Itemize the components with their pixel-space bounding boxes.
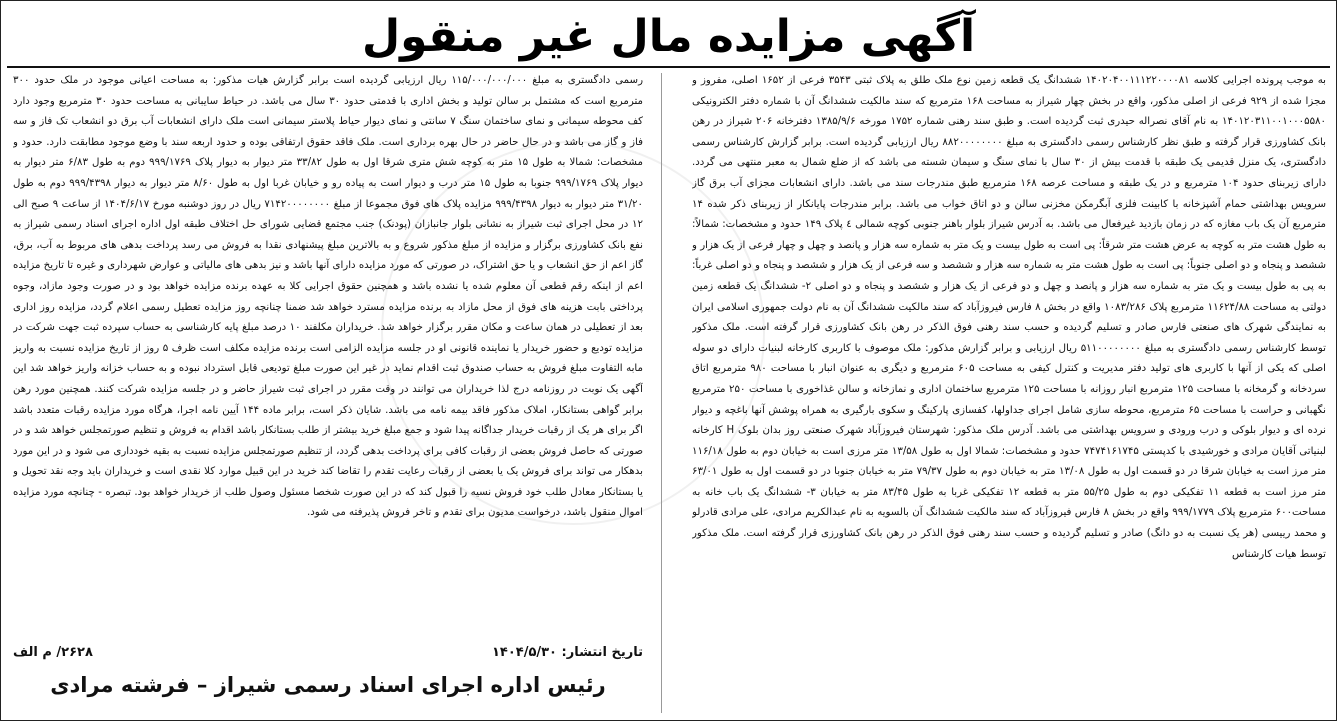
notice-footer xyxy=(13,641,643,721)
publish-date: تاریخ انتشار: ۱۴۰۴/۵/۳۰ xyxy=(491,644,643,660)
signature-line: رئیس اداره اجرای اسناد رسمی شیراز – فرشته مرادی xyxy=(50,673,606,697)
notice-text-left-column: رسمی دادگستری به مبلغ ۱۱۵/۰۰۰/۰۰۰/۰۰۰ ریال ارزیابی گردیده است برابر گزارش هیات مذکور: به مساحت اعیانی موجود در ملک حدود ۳۰۰ مترمربع است که مشتمل بر سالن تولید و بخش اداری با قدمتی حدود ۳۰ سال می باشد. در حیاط سایبانی به مساحت حدود ۳۰ مترمربع وجود دارد کف محوطه سیمانی و نمای ساختمان سنگ ۷ سانتی و نمای دیوار حیاط پلاستر سیمانی است ملک دارای انشعابات آب برق دو انشعاب تک فاز و سه فاز و گاز می باشد و در حال حاضر در حال بهره برداری است. ملک فاقد حقوق ارتفاقی بوده و حدود اربعه سند با وضع موجود مطابقت دارد. حدود و مشخصات: شمالا به طول ۱۵ متر به کوچه شش متری شرقا اول به طول ۳۳/۸۲ متر دیوار به دیوار پلاک ۹۹۹/۱۷۶۹ دوم به طول ۶/۸۳ متر دیوار به دیوار پلاک ۹۹۹/۱۷۶۹ جنوبا به طول ۱۵ متر درب و دیوار است به پیاده رو و خیابان غربا اول به طول ۸/۶۰ متر دیوار به دیوار ۹۹۹/۴۳۹۸ دوم به طول ۳۱/۲۰ متر دیوار به دیوار ۹۹۹/۴۳۹۸ مزایده پلاک های فوق مجموعا از مبلغ ۷۱۴۲۰۰۰۰۰۰۰۰ ریال در روز دوشنبه مورخ ۱۴۰۴/۶/۱۷ از ساعت ۹ صبح الی ۱۲ در محل اجرای ثبت شیراز به نشانی بلوار جانبازان (پودنک) جنب مجتمع قضایی شورای حل اختلاف طبقه اول اداره اجرای اسناد رسمی شیراز به نفع بانک کشاورزی برگزار و مزایده از مبلغ مذکور شروع و به بالاترین مبلغ پیشنهادی نقدا به فروش می رسد پرداخت بدهی های مربوط به آب، برق، گاز اعم از حق انشعاب و یا حق اشتراک، در صورتی که مورد مزایده دارای آنها باشد و نیز بدهی های مالیاتی و عوارض شهرداری و غیره تا تاریخ مزایده اعم از اینکه رقم قطعی آن معلوم شده یا نشده باشد و همچنین حقوق اجرایی کلا به عهده برنده مزایده خواهد بود و در صورت وجود مازاد، وجوه پرداختی بابت هزینه های فوق از محل مازاد به برنده مزایده مسترد خواهد شد ضمنا چنانچه روز مزایده تعطیل رسمی اعلام گردد، مزایده روز اداری بعد از تعطیلی در همان ساعت و مکان مقرر برگزار خواهد شد. خریداران مکلفند ۱۰ درصد مبلغ پایه کارشناسی به حساب سپرده ثبت جهت شرکت در مزایده تودیع و حضور خریدار یا نماینده قانونی او در جلسه مزایده الزامی است برنده مزایده مکلف است ظرف ۵ روز از تاریخ مزایده نسبت به واریز مابه التفاوت مبلغ فروش به حساب صندوق ثبت اقدام نماید در غیر این صورت مبلغ تودیعی قابل استرداد نبوده و به حساب خزانه واریز خواهد شد این آگهی یک نوبت در روزنامه درج لذا خریداران می توانند در وقت مقرر در اجرای ثبت شیراز حاضر و در جلسه مزایده شرکت کنند. همچنین مورد رهن برابر گواهی بستانکار، املاک مذکور فاقد بیمه نامه می باشد. شایان ذکر است، برابر ماده ۱۴۴ آیین نامه اجرا، هرگاه مورد مزایده رقبات متعدد باشد اگر برای هر یک از رقبات خریدار جداگانه پیدا شود و جمع مبلغ خرید بیشتر از طلب بستانکار باشد اقدام به فروش و تنظیم صورتمجلس خواهد شد و در صورتی که حاصل فروش بعضی از رقبات کافی برای پرداخت بدهی گردد، از تنظیم صورتمجلس مزایده نسبت به بقیه خودداری می شود و در این مورد بدهکار می تواند برای فروش یک یا بعضی از رقبات رعایت تقدم را تقاضا کند خرید در این قبیل موارد کلا نقدی است و خریداران باید وجه نقد تحویل و یا بستانکار معادل طلب خود فروش نسیه را قبول کند که در این صورت شخصا مسئول وصول طلب از خریدار خواهد بود. تبصره - چنانچه مورد مزایده اموال منقول باشد، درخواست مدیون برای تقدم و تاخر فروش پذیرفته می شود. xyxy=(13,75,643,519)
footer-meta-row xyxy=(13,641,643,663)
column-divider xyxy=(661,73,662,713)
notice-text-right-column: به موجب پرونده اجرایی کلاسه ۱۴۰۲۰۴۰۰۱۱۱۲۲۰۰۰۰۸۱ ششدانگ یک قطعه زمین نوع ملک طلق به پلاک ثبتی ۳۵۴۳ فرعی از ۱۶۵۲ اصلی، مفروز و مجزا شده از ۹۲۹ فرعی از اصلی مذکور، واقع در بخش چهار شیراز به مساحت ۱۶۸ مترمربع که سند مالکیت ششدانگ آن با شماره دفتر الکترونیکی ۱۴۰۱۲۰۳۱۱۰۰۱۰۰۰۵۵۸۰ به نام آقای نصراله حیدری ثبت گردیده است. و طبق سند رهنی شماره ۱۷۵۲ مورخه ۱۳۸۵/۹/۶ دفترخانه ۲۰۶ شیراز در رهن بانک کشاورزی قرار گرفته و طبق نظر کارشناس رسمی دادگستری به مبلغ ۸۸۲۰۰۰۰۰۰۰۰ ریال ارزیابی گردیده است. برابر گزارش کارشناس رسمی دادگستری، یک منزل قدیمی یک طبقه با قدمت بیش از ۳۰ سال با نمای سنگ و سیمان شسته می باشد که از ضلع شمال به معبر منتهی می گردد. دارای زیربنای حدود ۱۰۴ مترمربع و در یک طبقه و مساحت عرصه ۱۶۸ مترمربع طبق مندرجات سند می باشد. دارای انشعابات مجزای آب برق گاز سرویس بهداشتی حمام آشپزخانه با کابینت فلزی آبگرمکن مخزنی سالن و دو اتاق خواب می باشد. برابر مندرجات پایانکار از زیربنای ذکر شده ۱۴ مترمربع آن یک باب مغازه که در زمان بازدید غیرفعال می باشد. به آدرس شیراز بلوار باهنر جنوبی کوچه شمالی ٤ پلاک ۱۴۹ حدود و مشخصات: شمالاً: به طول هشت متر به کوچه به عرض هشت متر شرقاً: پی است به طول بیست و یک متر به شماره سه هزار و پانصد و چهل و چهار فرعی از یک هزار و ششصد و پنجاه و دو اصلی جنوباً: پی است به طول هشت متر به شماره سه هزار و ششصد و سه فرعی از یک هزار و ششصد و پنجاه و دو اصلی غرباً: به پی به طول بیست و یک متر به شماره سه هزار و پانصد و چهل و دو فرعی از یک هزار و ششصد و پنجاه و دو اصلی ۲- ششدانگ یک قطعه زمین دولتی به مساحت ۱۱۶۲۴/۸۸ مترمربع پلاک ۱۰۸۳/۲۸۶ واقع در بخش ۸ فارس فیروزآباد که سند مالکیت ششدانگ آن به نام دولت جمهوری اسلامی ایران به نمایندگی شهرک های صنعتی فارس صادر و تسلیم گردیده و حسب سند رهنی فوق الذکر در رهن بانک کشاورزی قرار گرفته است. ملک مذکور توسط کارشناس رسمی دادگستری به مبلغ ۵۱۱۰۰۰۰۰۰۰۰ ریال ارزیابی و برابر گزارش مذکور: ملک موصوف با کاربری کارخانه لبنیات دارای دو سوله اصلی که یکی از آنها با کاربری های تولید دفتر مدیریت و کنترل کیفی به مساحت ۶۰۵ مترمربع و دیگری به عنوان انبار با مساحت ۹۸۰ مترمربع اتاق سردخانه و گرمخانه با مساحت ۱۲۵ مترمربع انبار روزانه با مساحت ۱۲۵ مترمربع ساختمان اداری و نمازخانه و سالن غذاخوری با مساحت ۲۵۰ مترمربع نگهبانی و حراست با مساحت ۶۵ مترمربع، محوطه سازی شامل اجرای جداولها، کفسازی پارکینگ و سکوی بارگیری به همراه پوشش آنها باغچه و دیوار نرده ای و دیوار بلوکی و درب ورودی و سرویس بهداشتی می باشد. آدرس ملک مذکور: شهرستان فیروزآباد شهرک صنعتی روز بدان بلوک H کارخانه لبنیاتی آقایان مرادی و خورشیدی با کدپستی ۷۴۷۴۱۶۱۷۴۵ حدود و مشخصات: شمالا اول به طول ۱۳/۵۸ متر مرزی است به خیابان دوم به طول ۱۱۶/۱۸ متر مرز است به خیابان شرقا در دو قسمت اول به طول ۱۳/۰۸ متر به خیابان دوم به طول ۷۹/۳۷ متر به خیابان جنوبا در دو قسمت اول به طول ۶۳/۰۱ متر مرز است به قطعه ۱۱ تفکیکی دوم به طول ۵۵/۲۵ متر به قطعه ۱۲ تفکیکی غربا به طول ۸۳/۴۵ متر به خیابان ۳- ششدانگ یک باب خانه به مساحت۶۰۰ مترمربع پلاک ۹۹۹/۱۷۷۹ واقع در بخش ۸ فارس فیروزآباد که سند مالکیت ششدانگ آن بالسویه به نام عبدالکریم مرادی، علی مرادی قادرلو و محمد رییسی (هر یک نسبت به دو دانگ) صادر و تسلیم گردیده و حسب سند رهنی فوق الذکر در رهن بانک کشاورزی قرار گرفته است. ملک مذکور توسط هیات کارشناس xyxy=(692,75,1326,560)
reference-number: ۲۶۲۸/ م الف xyxy=(13,644,93,660)
page-title: آگهی مزایده مال غیر منقول xyxy=(361,10,976,62)
title-bar xyxy=(7,6,1330,68)
